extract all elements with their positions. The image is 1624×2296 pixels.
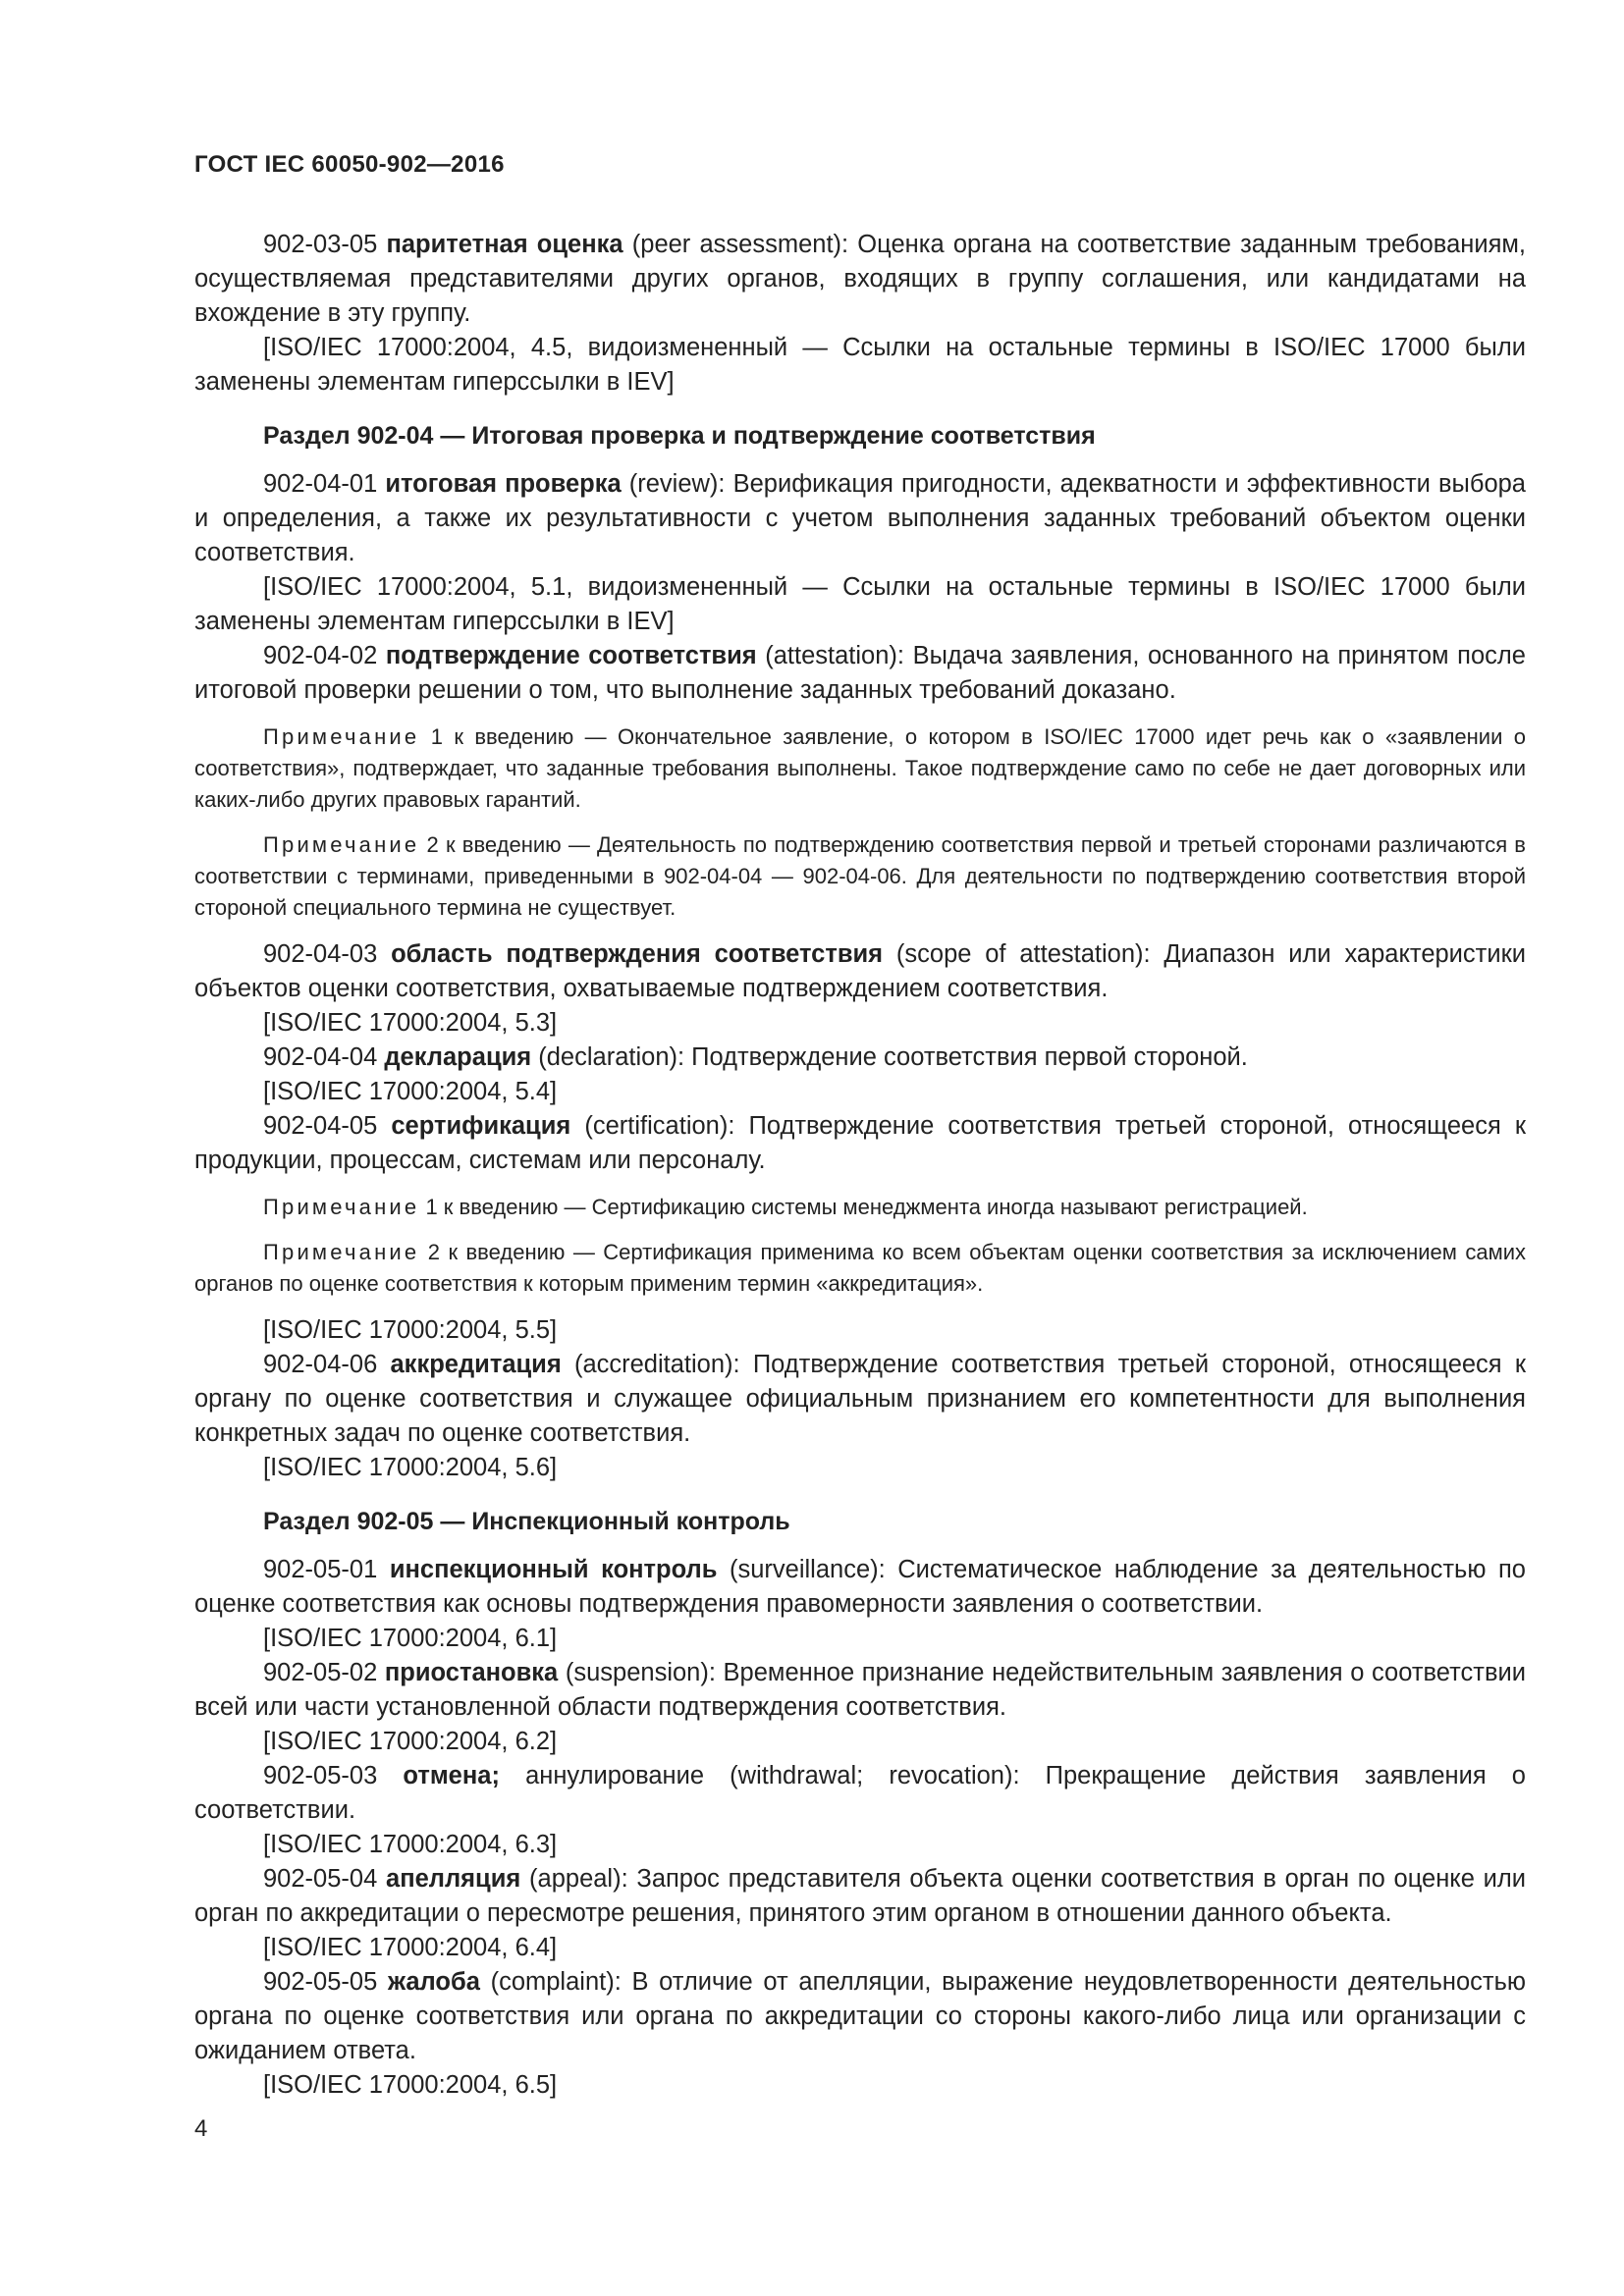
- term-entry: [194, 1759, 1526, 1828]
- source-reference: [ISO/IEC 17000:2004, 6.3]: [263, 1831, 558, 1858]
- entry-term: декларация: [384, 1043, 532, 1071]
- section-heading: Раздел 902-05 — Инспекционный контроль: [263, 1508, 790, 1535]
- source-reference: [ISO/IEC 17000:2004, 5.5]: [263, 1316, 558, 1344]
- source-reference: [ISO/IEC 17000:2004, 5.6]: [263, 1454, 558, 1481]
- entry-term: инспекционный контроль: [389, 1556, 718, 1583]
- entry-term: сертификация: [391, 1112, 571, 1140]
- entry-number: 902-04-03: [263, 940, 378, 968]
- term-entry: [194, 639, 1526, 708]
- source-reference: [ISO/IEC 17000:2004, 5.3]: [263, 1009, 558, 1037]
- entry-term: паритетная оценка: [386, 231, 623, 258]
- entry-number: 902-05-02: [263, 1659, 378, 1686]
- entry-term: итоговая проверка: [385, 470, 622, 498]
- note-text: 2 к введению — Сертификация применима ко всем объектам оценки соответствия за исключением самих органов по оценке соответствия к которым применим термин «аккредитация».: [194, 1240, 1526, 1296]
- term-entry: [194, 937, 1526, 1006]
- term-entry: [194, 1109, 1526, 1178]
- note: [194, 829, 1526, 924]
- term-entry: [194, 1656, 1526, 1725]
- entry-definition: (attestation): Выдача заявления, основанного на принятом после итоговой проверки решении о том, что выполнение заданных требований доказано.: [194, 642, 1526, 704]
- document-body: [194, 228, 1526, 2103]
- entry-term: апелляция: [386, 1865, 521, 1893]
- entry-definition: (surveillance): Систематическое наблюдение за деятельностью по оценке соответствия как основы подтверждения правомерности заявления о соответствии.: [194, 1556, 1526, 1618]
- entry-definition: (complaint): В отличие от апелляции, выражение неудовлетворенности деятельностью органа по оценке соответствия или органа по аккредитации со стороны какого-либо лица или организации с ожиданием ответа.: [194, 1968, 1526, 2064]
- section-heading: Раздел 902-04 — Итоговая проверка и подтверждение соответствия: [263, 422, 1096, 450]
- source-reference: [ISO/IEC 17000:2004, 6.4]: [263, 1934, 558, 1961]
- term-entry: [194, 1041, 1526, 1075]
- entry-definition: (review): Верификация пригодности, адекватности и эффективности выбора и определения, а также их результативности с учетом выполнения заданных требований объектом оценки соответствия.: [194, 470, 1526, 566]
- note-label: Примечание: [263, 724, 420, 749]
- entry-number: 902-04-05: [263, 1112, 378, 1140]
- note-text: 1 к введению — Сертификацию системы менеджмента иногда называют регистрацией.: [419, 1195, 1308, 1219]
- entry-definition: (appeal): Запрос представителя объекта оценки соответствия в орган по оценке или орган по аккредитации о пересмотре решения, принятого этим органом в отношении данного объекта.: [194, 1865, 1527, 1927]
- entry-definition: (accreditation): Подтверждение соответствия третьей стороной, относящееся к органу по оценке соответствия и служащее официальным признанием его компетентности для выполнения конкретных задач по оценке соответствия.: [194, 1351, 1526, 1447]
- source-reference: [ISO/IEC 17000:2004, 6.1]: [263, 1625, 558, 1652]
- entry-definition: (peer assessment): Оценка органа на соответствие заданным требованиям, осуществляемая представителями других органов, входящих в группу соглашения, или кандидатами на вхождение в эту группу.: [194, 231, 1527, 327]
- entry-term: аккредитация: [390, 1351, 562, 1378]
- entry-definition: аннулирование (withdrawal; revocation): Прекращение действия заявления о соответствии.: [194, 1762, 1526, 1824]
- note-label: Примечание: [263, 1195, 420, 1219]
- entry-number: 902-05-03: [263, 1762, 378, 1789]
- note-text: 2 к введению — Деятельность по подтверждению соответствия первой и третьей сторонами различаются в соответствии с терминами, приведенными в 902-04-04 — 902-04-06. Для деятельности по подтверждению соответствия второй стороной специального термина не существует.: [194, 832, 1526, 920]
- source-reference: [ISO/IEC 17000:2004, 6.2]: [263, 1728, 558, 1755]
- note-label: Примечание: [263, 1240, 420, 1264]
- note-text: 1 к введению — Окончательное заявление, о котором в ISO/IEC 17000 идет речь как о «заявлении о соответствия», подтверждает, что заданные требования выполнены. Такое подтверждение само по себе не дает договорных или каких-либо других правовых гарантий.: [194, 724, 1526, 812]
- source-reference: [ISO/IEC 17000:2004, 5.4]: [263, 1078, 558, 1105]
- entry-term: отмена;: [403, 1762, 500, 1789]
- entry-term: область подтверждения соответствия: [391, 940, 884, 968]
- entry-definition: (certification): Подтверждение соответствия третьей стороной, относящееся к продукции, процессам, системам или персоналу.: [194, 1112, 1526, 1174]
- document-header: ГОСТ IEC 60050-902—2016: [194, 151, 505, 178]
- note: [194, 1192, 1526, 1223]
- note-label: Примечание: [263, 832, 420, 857]
- source-reference: [ISO/IEC 17000:2004, 6.5]: [263, 2071, 558, 2099]
- entry-number: 902-04-06: [263, 1351, 378, 1378]
- entry-number: 902-03-05: [263, 231, 378, 258]
- entry-definition: (declaration): Подтверждение соответствия первой стороной.: [531, 1043, 1248, 1071]
- note: [194, 721, 1526, 816]
- entry-term: жалоба: [387, 1968, 480, 1996]
- term-entry: [194, 1348, 1526, 1451]
- entry-number: 902-04-04: [263, 1043, 378, 1071]
- entry-number: 902-05-04: [263, 1865, 378, 1893]
- term-entry: [194, 467, 1526, 570]
- entry-term: подтверждение соответствия: [385, 642, 757, 669]
- entry-number: 902-05-01: [263, 1556, 378, 1583]
- source-reference: [ISO/IEC 17000:2004, 5.1, видоизмененный — Ссылки на остальные термины в ISO/IEC 17000 были заменены элементам гиперссылки в IEV]: [194, 573, 1526, 635]
- term-entry: [194, 228, 1526, 331]
- page-number: 4: [194, 2115, 208, 2142]
- entry-number: 902-04-01: [263, 470, 378, 498]
- term-entry: [194, 1553, 1526, 1622]
- source-reference: [ISO/IEC 17000:2004, 4.5, видоизмененный — Ссылки на остальные термины в ISO/IEC 17000 были заменены элементам гиперссылки в IEV]: [194, 334, 1526, 396]
- entry-number: 902-04-02: [263, 642, 378, 669]
- entry-definition: (suspension): Временное признание недействительным заявления о соответствии всей или части установленной области подтверждения соответствия.: [194, 1659, 1526, 1721]
- entry-definition: (scope of attestation): Диапазон или характеристики объектов оценки соответствия, охватываемые подтверждением соответствия.: [194, 940, 1526, 1002]
- term-entry: [194, 1862, 1526, 1931]
- note: [194, 1237, 1526, 1300]
- entry-number: 902-05-05: [263, 1968, 378, 1996]
- entry-term: приостановка: [384, 1659, 559, 1686]
- term-entry: [194, 1965, 1526, 2068]
